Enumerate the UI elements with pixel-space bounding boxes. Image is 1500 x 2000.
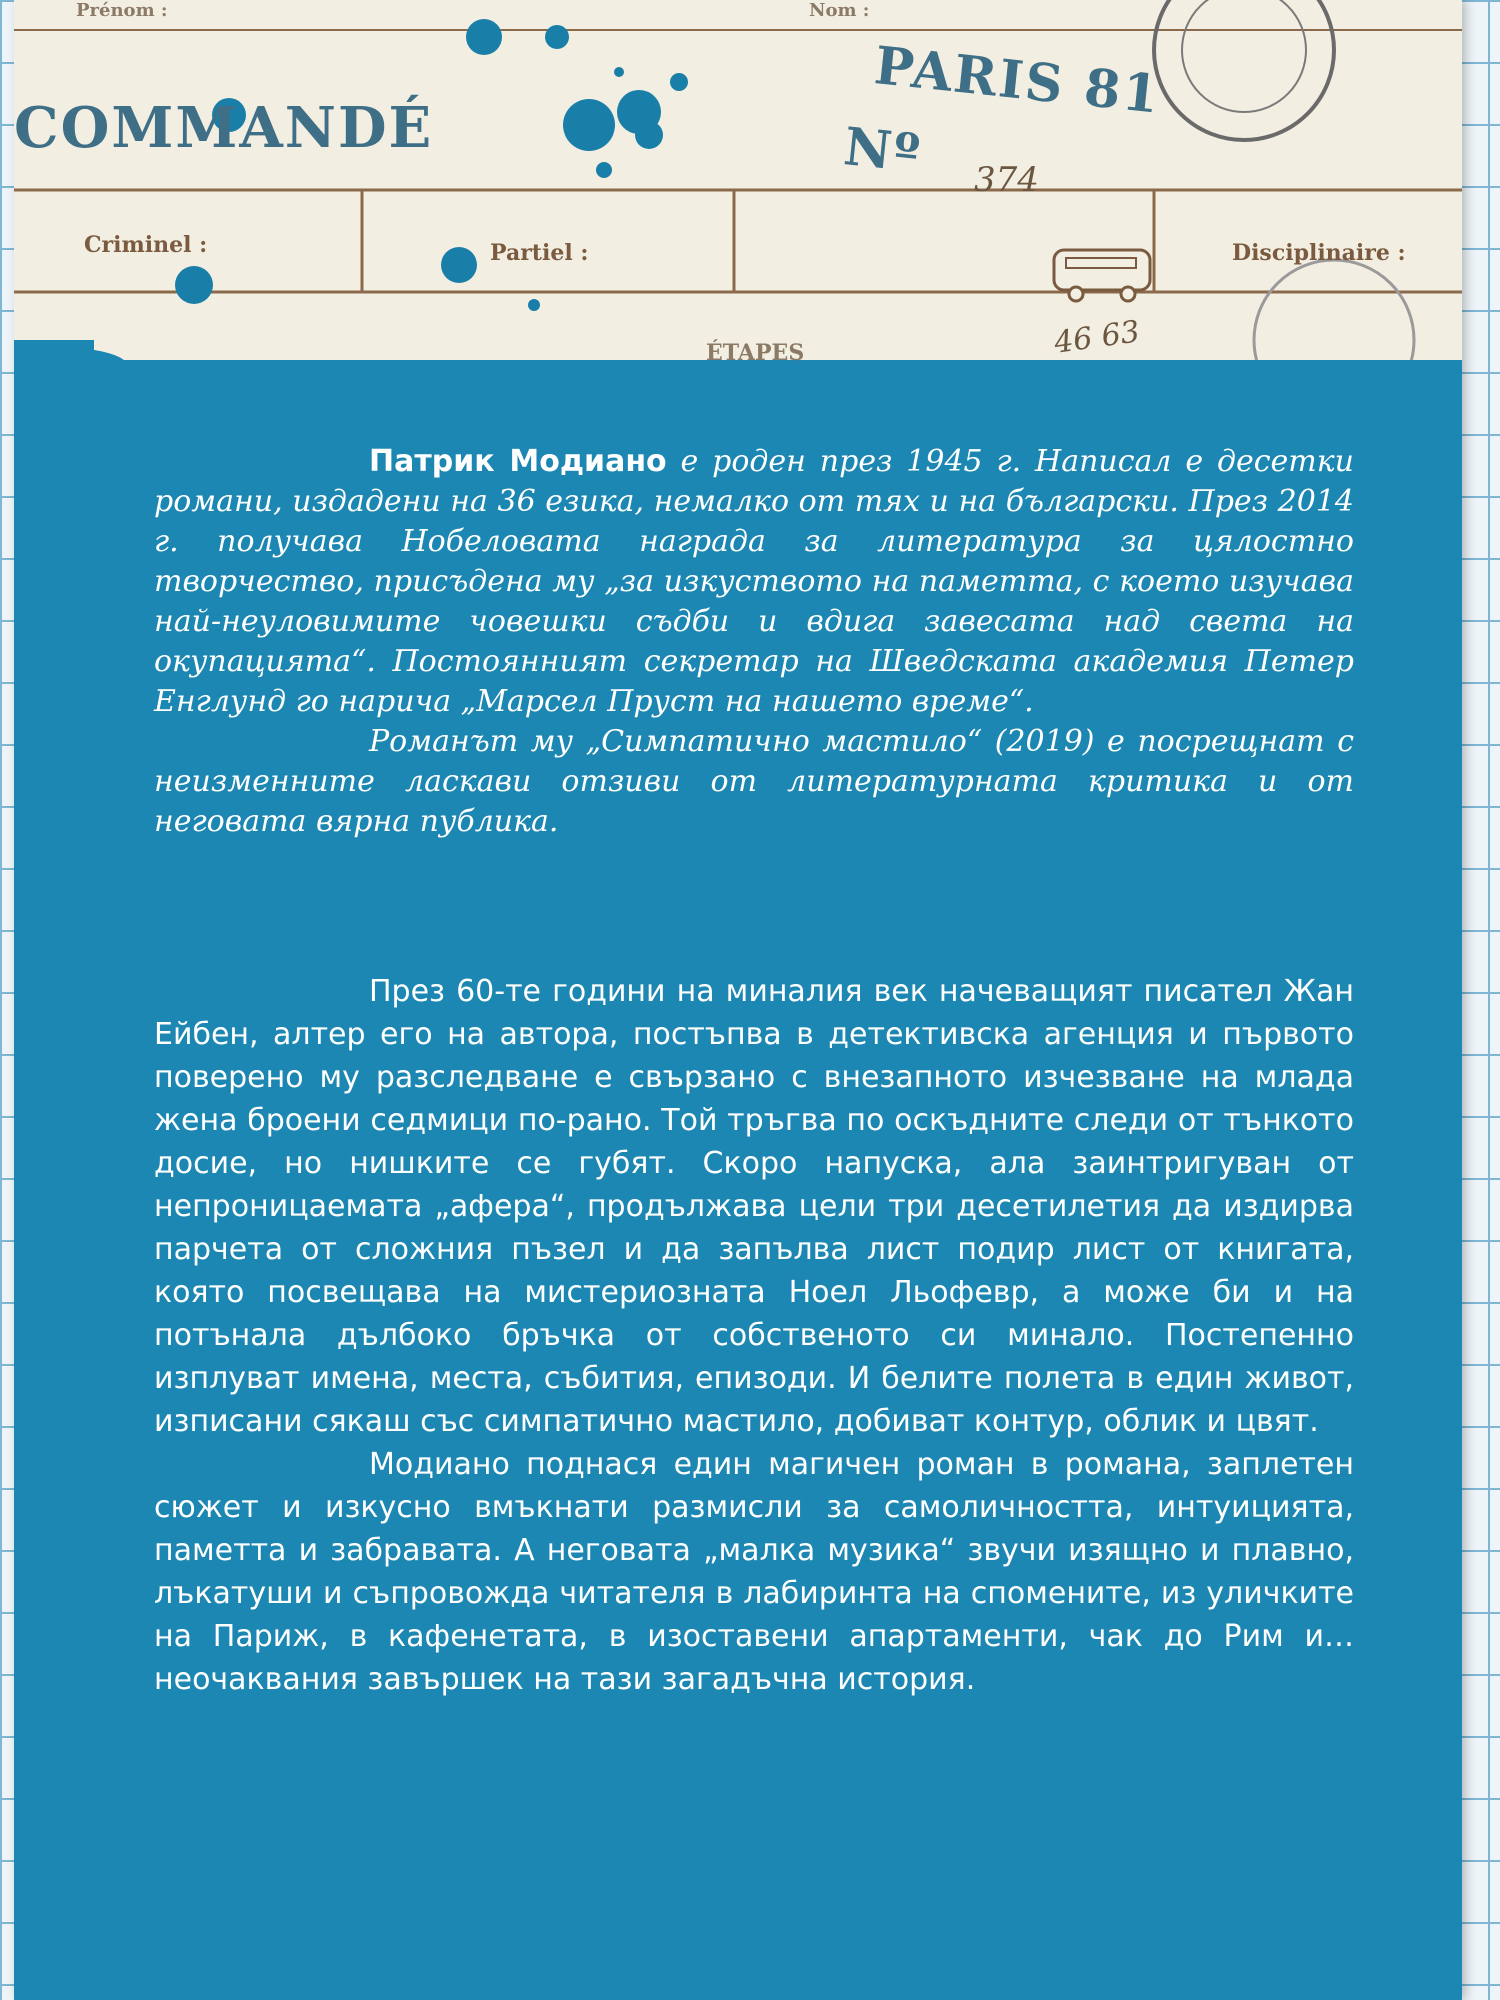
- bio-paragraph-1-text: е роден през 1945 г. Написал е десетки романи, издадени на 36 езика, немалко от тях и на български. През 2014 г. получава Нобеловата награда за литература за цялостно творчество, присъдена му „за изкуството на паметта, с което изучава най-неуловимите човешки съдби и вдига завесата над света на окупацията“. Постоянният секретар на Шведската академия Петер Енглунд го нарича „Марсел Пруст на нашето време“.: [154, 444, 1354, 719]
- handwritten-number: 374: [974, 160, 1039, 200]
- label-criminel: Criminel :: [84, 232, 208, 258]
- author-bio: [154, 442, 1354, 842]
- book-description: [154, 970, 1354, 1701]
- ledger-strip: [14, 0, 1462, 366]
- bio-paragraph-1: [154, 442, 1354, 722]
- label-disciplinaire: Disciplinaire :: [1232, 240, 1406, 266]
- stamp-paris: PARIS 81: [871, 35, 1164, 126]
- label-etapes: ÉTAPES: [706, 340, 805, 366]
- stamp-commande: COMMANDÉ: [14, 95, 434, 161]
- label-partiel: Partiel :: [490, 240, 589, 266]
- book-back-cover: [14, 0, 1462, 2000]
- label-prenom: Prénom :: [76, 0, 168, 21]
- stamp-number: Nº: [841, 116, 925, 185]
- ink-splatters: [175, 19, 688, 311]
- ledger-lines-graphic: [14, 0, 1462, 360]
- bio-paragraph-2: Романът му „Симпатично мастило“ (2019) е посрещнат с неизменните ласкави отзиви от литературната критика и от неговата вярна публика.: [154, 724, 1354, 839]
- description-paragraph-2: Модиано поднася един магичен роман в романа, заплетен сюжет и изкусно вмъкнати размисли за самоличността, интуицията, паметта и забравата. А неговата „малка музика“ звучи изящно и плавно, лъкатуши и съпровожда читателя в лабиринта на спомените, из уличките на Париж, в кафенетата, в изоставени апартаменти, чак до Рим и… неочаквания завършек на тази загадъчна история.: [154, 1447, 1354, 1697]
- author-name: Патрик Модиано: [369, 444, 667, 479]
- label-nom: Nom :: [809, 0, 870, 21]
- description-paragraph-1: През 60-те години на миналия век начеващият писател Жан Ейбен, алтер его на автора, постъпва в детективска агенция и първото поверено му разследване е свързано с внезапното изчезване на млада жена броени седмици по-рано. Той тръгва по оскъдните следи от тънкото досие, но нишките се губят. Скоро напуска, ала заинтригуван от непроницаемата „афера“, продължава цели три десетилетия да издирва парчета от сложния пъзел и да запълва лист подир лист от книгата, която посвещава на мистериозната Ноел Льофевр, а може би и на потънала дълбоко бръчка от собственото си минало. Постепенно изплуват имена, места, събития, епизоди. И белите полета в един живот, изписани сякаш със симпатично мастило, добиват контур, облик и цвят.: [154, 974, 1354, 1439]
- handwritten-marks: 46 63: [1051, 314, 1142, 361]
